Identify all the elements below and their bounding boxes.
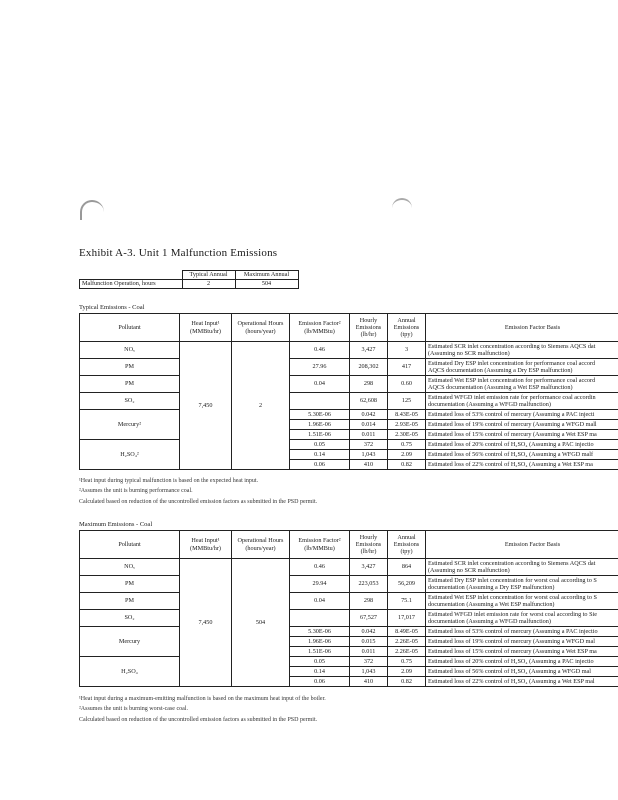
pollutant: SO₂ [80,393,180,410]
emission-factor-basis: Estimated loss of 53% control of mercury (Assuming a PAC injecti [426,410,618,420]
emission-factor-basis: Estimated loss of 20% control of H₂SO₄ (Assuming a PAC injectio [426,440,618,450]
col-header: Hourly Emissions (lb/hr) [350,531,388,559]
malfunction-hours-table [79,270,299,289]
hourly-emissions: 62,608 [350,393,388,410]
footnote: Calculated based on reduction of the uncontrolled emission factors as submitted in the PSD permit. [79,717,318,723]
hourly-emissions: 1,043 [350,667,388,677]
annual-emissions: 75.1 [388,593,426,610]
annual-emissions: 2.09 [388,667,426,677]
annual-emissions: 0.75 [388,440,426,450]
emission-factor-basis: Estimated loss of 53% control of mercury (Assuming a PAC injectio [426,627,618,637]
hourly-emissions: 410 [350,677,388,687]
table-row [80,376,618,393]
col-header: Annual Emissions (tpy) [388,314,426,342]
col-header: Emission Factor Basis [426,314,618,342]
emission-factor: 29.94 [290,576,350,593]
col-header: Hourly Emissions (lb/hr) [350,314,388,342]
annual-emissions: 2.30E-05 [388,430,426,440]
scan-artifact [80,200,104,220]
hourly-emissions: 3,427 [350,342,388,359]
annual-emissions: 2.26E-05 [388,637,426,647]
emission-factor: 0.04 [290,593,350,610]
exhibit-title: Exhibit A-3. Unit 1 Malfunction Emissions [79,247,278,259]
annual-emissions: 56,209 [388,576,426,593]
emission-factor-basis: Estimated Dry ESP inlet concentration for performance coal accord AQCS documentation (Assuming a Dry ESP malfunction) [426,359,618,376]
hourly-emissions: 0.015 [350,637,388,647]
emission-factor-basis: Estimated WFGD inlet emission rate for performance coal accordin documentation (Assuming a WFGD malfunction) [426,393,618,410]
typical-section-label: Typical Emissions - Coal [79,304,145,311]
emission-factor: 5.30E-06 [290,627,350,637]
table-row [80,610,618,627]
hourly-emissions: 372 [350,440,388,450]
annual-emissions: 2.26E-05 [388,647,426,657]
emission-factor-basis: Estimated loss of 56% control of H₂SO₄ (Assuming a WFGD mal [426,667,618,677]
operational-hours: 504 [232,559,290,687]
col-header: Emission Factor Basis [426,531,618,559]
emission-factor: 0.06 [290,677,350,687]
pollutant: NOₓ [80,559,180,576]
emission-factor: 0.04 [290,376,350,393]
col-header: Heat Input¹ (MMBtu/hr) [180,314,232,342]
pollutant: PM [80,359,180,376]
annual-emissions: 2.09 [388,450,426,460]
annual-emissions: 0.75 [388,657,426,667]
emission-factor-basis: Estimated loss of 15% control of mercury (Assuming a Wet ESP ma [426,430,618,440]
hourly-emissions: 67,527 [350,610,388,627]
annual-emissions: 3 [388,342,426,359]
annual-emissions: 8.49E-05 [388,627,426,637]
col-header: Pollutant [80,531,180,559]
annual-emissions: 0.82 [388,460,426,470]
emission-factor-basis: Estimated loss of 20% control of H₂SO₄ (Assuming a PAC injectio [426,657,618,667]
footnote: ¹Heat input during a maximum-emitting malfunction is based on the maximum heat input of the boiler. [79,696,326,702]
pollutant: PM [80,376,180,393]
hourly-emissions: 298 [350,376,388,393]
footnote: ¹Heat input during typical malfunction is based on the expected heat input. [79,478,259,484]
col-header: Maximum Annual [235,271,298,280]
hourly-emissions: 0.014 [350,420,388,430]
emission-factor: 0.46 [290,342,350,359]
blank-cell [80,271,183,280]
emission-factor [290,610,350,627]
emission-factor: 1.96E-06 [290,420,350,430]
pollutant: SO₂ [80,610,180,627]
hourly-emissions: 1,043 [350,450,388,460]
emission-factor: 1.51E-06 [290,430,350,440]
annual-emissions: 125 [388,393,426,410]
table-row [80,576,618,593]
table-row [80,359,618,376]
hourly-emissions: 223,053 [350,576,388,593]
col-header: Operational Hours (hours/year) [232,531,290,559]
col-header: Heat Input¹ (MMBtu/hr) [180,531,232,559]
emission-factor: 0.14 [290,667,350,677]
hourly-emissions: 0.011 [350,647,388,657]
hourly-emissions: 3,427 [350,559,388,576]
hourly-emissions: 0.042 [350,627,388,637]
col-header: Emission Factor² (lb/MMBtu) [290,531,350,559]
emission-factor: 27.96 [290,359,350,376]
col-header: Pollutant [80,314,180,342]
emission-factor-basis: Estimated Dry ESP inlet concentration for worst coal according to S documentation (Assuming a Dry ESP malfunction) [426,576,618,593]
table-row [80,342,618,359]
footnote: Calculated based on reduction of the uncontrolled emission factors as submitted in the PSD permit. [79,499,318,505]
emission-factor-basis: Estimated loss of 22% control of H₂SO₄ (Assuming a Wet ESP mal [426,677,618,687]
annual-emissions: 0.82 [388,677,426,687]
emission-factor: 0.05 [290,657,350,667]
emission-factor-basis: Estimated SCR inlet concentration according to Siemens AQCS dat (Assuming no SCR malfunction) [426,342,618,359]
operational-hours: 2 [232,342,290,470]
pollutant: Mercury [80,627,180,657]
emission-factor-basis: Estimated loss of 19% control of mercury (Assuming a WFGD mall [426,420,618,430]
pollutant: H₂SO₄ [80,657,180,687]
col-header: Annual Emissions (tpy) [388,531,426,559]
emission-factor-basis: Estimated loss of 15% control of mercury (Assuming a Wet ESP ma [426,647,618,657]
pollutant: NOₓ [80,342,180,359]
maximum-emissions-table [79,530,618,687]
annual-emissions: 417 [388,359,426,376]
annual-emissions: 2.93E-05 [388,420,426,430]
hourly-emissions: 208,302 [350,359,388,376]
pollutant: PM [80,576,180,593]
hourly-emissions: 298 [350,593,388,610]
col-header: Operational Hours (hours/year) [232,314,290,342]
table-row [80,657,618,667]
pollutant: H₂SO₄² [80,440,180,470]
maximum-section-label: Maximum Emissions - Coal [79,521,153,528]
scan-artifact [392,198,412,218]
annual-emissions: 864 [388,559,426,576]
emission-factor-basis: Estimated loss of 22% control of H₂SO₄ (Assuming a Wet ESP ma [426,460,618,470]
row-label: Malfunction Operation, hours [80,280,183,289]
table-row [80,440,618,450]
pollutant: PM [80,593,180,610]
hourly-emissions: 0.042 [350,410,388,420]
emission-factor-basis: Estimated Wet ESP inlet concentration for worst coal according to S documentation (Assuming a Wet ESP malfunction) [426,593,618,610]
table-row [80,410,618,420]
heat-input: 7,450 [180,342,232,470]
emission-factor: 0.05 [290,440,350,450]
emission-factor: 1.51E-06 [290,647,350,657]
emission-factor: 1.96E-06 [290,637,350,647]
hourly-emissions: 0.011 [350,430,388,440]
hourly-emissions: 372 [350,657,388,667]
footnote: ²Assumes the unit is burning worst-case coal. [79,706,188,712]
emission-factor-basis: Estimated WFGD inlet emission rate for worst coal according to Sie documentation (Assuming a WFGD malfunction) [426,610,618,627]
pollutant: Mercury² [80,410,180,440]
emission-factor-basis: Estimated Wet ESP inlet concentration for performance coal accord AQCS documentation (Assuming a Wet ESP malfunction) [426,376,618,393]
emission-factor-basis: Estimated SCR inlet concentration according to Siemens AQCS dat (Assuming no SCR malfunction) [426,559,618,576]
typical-hours: 2 [182,280,235,289]
annual-emissions: 0.60 [388,376,426,393]
emission-factor-basis: Estimated loss of 56% control of H₂SO₄ (Assuming a WFGD malf [426,450,618,460]
col-header: Typical Annual [182,271,235,280]
emission-factor: 5.30E-06 [290,410,350,420]
table-row [80,559,618,576]
col-header: Emission Factor² (lb/MMBtu) [290,314,350,342]
emission-factor: 0.06 [290,460,350,470]
emission-factor [290,393,350,410]
emission-factor-basis: Estimated loss of 19% control of mercury (Assuming a WFGD mal [426,637,618,647]
emission-factor: 0.14 [290,450,350,460]
hourly-emissions: 410 [350,460,388,470]
maximum-hours: 504 [235,280,298,289]
emission-factor: 0.46 [290,559,350,576]
typical-emissions-table [79,313,618,470]
footnote: ²Assumes the unit is burning performance coal. [79,488,193,494]
annual-emissions: 17,017 [388,610,426,627]
table-row [80,593,618,610]
table-row [80,627,618,637]
annual-emissions: 8.43E-05 [388,410,426,420]
table-row [80,393,618,410]
heat-input: 7,450 [180,559,232,687]
